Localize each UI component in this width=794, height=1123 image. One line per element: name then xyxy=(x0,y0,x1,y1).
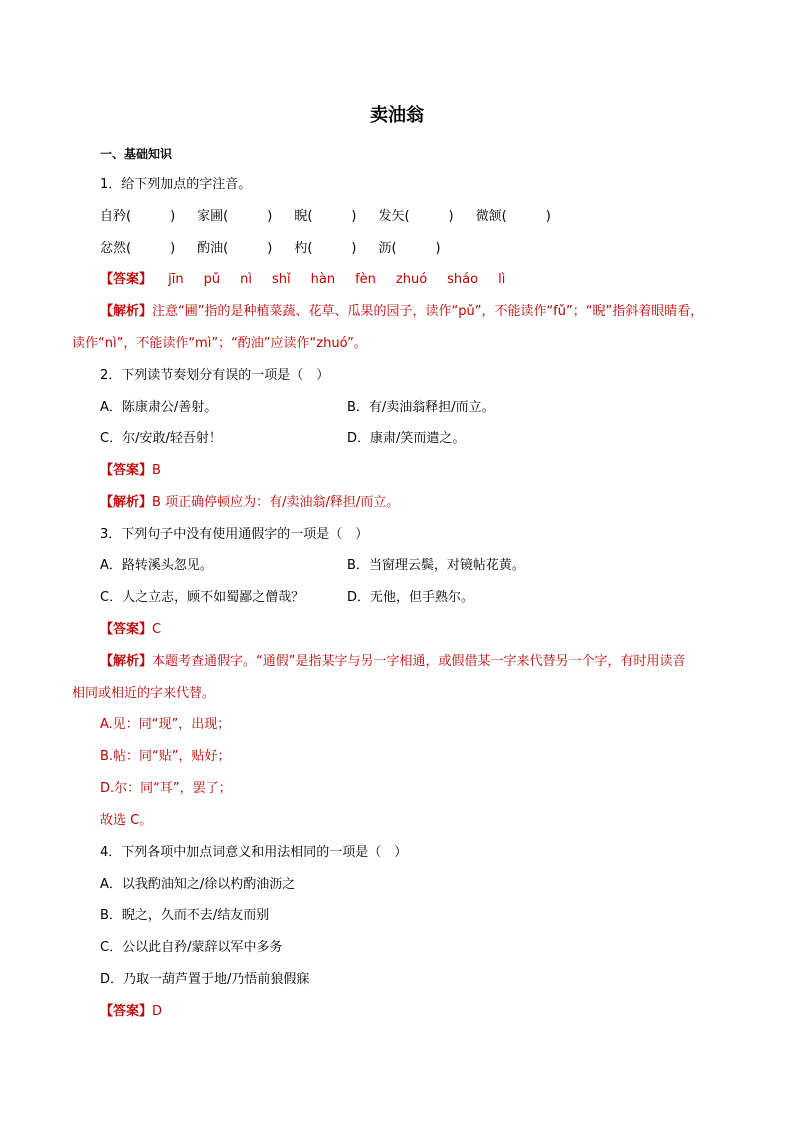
q1-item: 家圃( ) xyxy=(197,209,273,224)
q2-stem: 2．下列读节奏划分有误的一项是（ ） xyxy=(100,368,330,383)
q1-item: 睨( ) xyxy=(294,209,357,224)
q1-item: 沥( ) xyxy=(378,241,441,256)
q4-answer xyxy=(100,1003,162,1021)
answer-tag: 【答案】 xyxy=(100,622,153,637)
document-title: 卖油翁 xyxy=(370,105,424,126)
q3-conclusion: 故选 C。 xyxy=(100,813,153,828)
q1-item: 自矜( ) xyxy=(100,209,176,224)
q1-answer xyxy=(100,271,525,289)
q1-item: 忿然( ) xyxy=(100,241,176,256)
q3-analysis-item: A.见：同“现”，出现； xyxy=(100,717,231,732)
q1-item: 微颔( ) xyxy=(475,209,551,224)
q2-option-a: A．陈康肃公/善射。 xyxy=(100,400,218,415)
pinyin: pǔ xyxy=(203,272,221,287)
q1-item: 酌油( ) xyxy=(197,241,273,256)
q4-option-a: A．以我酌油知之/徐以杓酌油沥之 xyxy=(100,877,296,892)
answer-tag: 【答案】 xyxy=(100,272,153,287)
q1-item: 杓( ) xyxy=(294,241,357,256)
pinyin: hàn xyxy=(310,272,336,287)
answer-tag: 【答案】 xyxy=(100,463,153,478)
q2-option-b: B．有/卖油翁释担/而立。 xyxy=(347,400,495,415)
section-heading: 一、基础知识 xyxy=(100,147,173,161)
q4-option-c: C．公以此自矜/蒙辞以军中多务 xyxy=(100,940,283,955)
pinyin: lì xyxy=(498,272,506,287)
q3-option-b: B．当窗理云鬓，对镜帖花黄。 xyxy=(347,558,525,573)
q3-answer xyxy=(100,621,161,639)
answer-value: D xyxy=(152,1004,163,1019)
q3-option-a: A．路转溪头忽见。 xyxy=(100,558,213,573)
answer-value: C xyxy=(152,622,162,637)
pinyin: sháo xyxy=(447,272,479,287)
pinyin: nì xyxy=(240,272,252,287)
q3-analysis-line1 xyxy=(100,653,686,671)
q3-analysis-line2: 相同或相近的字来代替。 xyxy=(72,686,216,701)
q1-analysis-line1 xyxy=(100,303,703,321)
q4-option-d: D．乃取一葫芦置于地/乃悟前狼假寐 xyxy=(100,972,310,987)
analysis-text: 本题考查通假字。“通假”是指某字与另一字相通，或假借某一字来代替另一个字，有时用读音 xyxy=(152,654,686,669)
q3-stem: 3．下列句子中没有使用通假字的一项是（ ） xyxy=(100,527,369,542)
pinyin: shǐ xyxy=(271,272,291,287)
q2-answer xyxy=(100,462,161,480)
q1-row1 xyxy=(100,208,573,226)
analysis-tag: 【解析】 xyxy=(100,654,153,669)
answer-value: B xyxy=(152,463,161,478)
q1-item: 发矢( ) xyxy=(378,209,454,224)
analysis-text: B 项正确停顿应为：有/卖油翁/释担/而立。 xyxy=(152,495,400,510)
analysis-tag: 【解析】 xyxy=(100,495,153,510)
analysis-text: 注意“圃”指的是种植菜蔬、花草、瓜果的园子，读作“pǔ”，不能读作“fǔ”；“睨”指斜着眼睛看， xyxy=(152,304,704,319)
q3-option-d: D．无他，但手熟尔。 xyxy=(347,590,475,605)
pinyin: jīn xyxy=(168,272,184,287)
analysis-tag: 【解析】 xyxy=(100,304,153,319)
pinyin: fèn xyxy=(355,272,376,287)
q4-stem: 4．下列各项中加点词意义和用法相同的一项是（ ） xyxy=(100,845,408,860)
pinyin: zhuó xyxy=(395,272,428,287)
q1-stem: 1．给下列加点的字注音。 xyxy=(100,177,252,192)
answer-pinyin-list xyxy=(168,272,525,287)
answer-tag: 【答案】 xyxy=(100,1004,153,1019)
q2-option-d: D．康肃/笑而遣之。 xyxy=(347,431,466,446)
q2-option-c: C．尔/安敢/轻吾射！ xyxy=(100,431,222,446)
q3-option-c: C．人之立志，顾不如蜀鄙之僧哉？ xyxy=(100,590,305,605)
q3-analysis-item: D.尔：同“耳”，罢了； xyxy=(100,781,232,796)
q1-analysis-line2: 读作“nì”，不能读作“mì”；“酌油”应读作“zhuó”。 xyxy=(72,336,367,351)
q2-analysis xyxy=(100,494,399,512)
q3-analysis-item: B.帖：同“贴”，贴好； xyxy=(100,749,231,764)
q4-option-b: B．睨之，久而不去/结友而别 xyxy=(100,908,270,923)
q1-row2 xyxy=(100,240,463,258)
